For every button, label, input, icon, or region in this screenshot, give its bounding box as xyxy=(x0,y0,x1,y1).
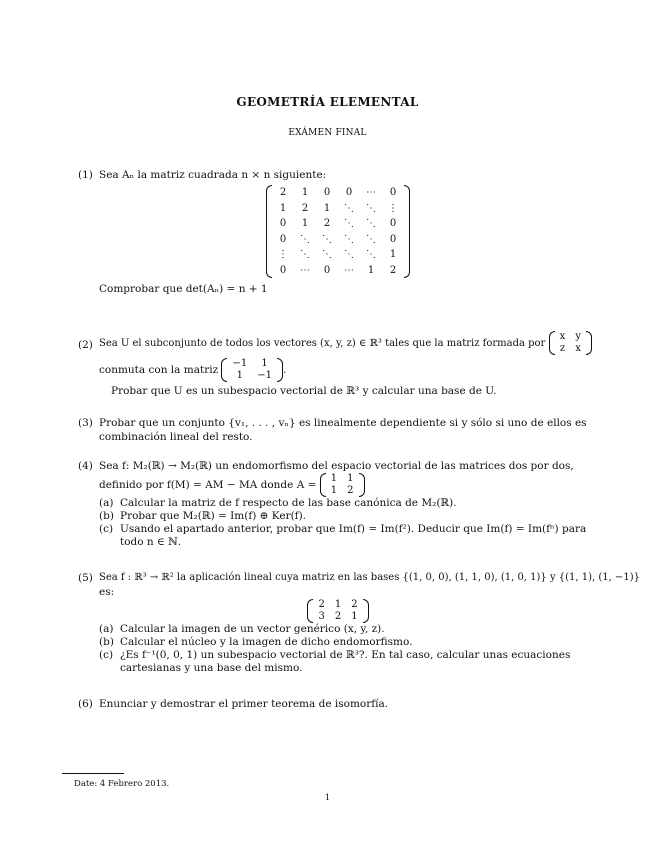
sub-question-text: Calcular la imagen de un vector genérico (x, y, z). xyxy=(120,623,385,635)
matrix-cell: 0 xyxy=(279,264,287,276)
matrix-cell: 0 xyxy=(279,218,287,229)
problem-number: (4) xyxy=(78,460,93,472)
matrix-cell: 1 xyxy=(330,473,338,484)
matrix-cell: 0 xyxy=(323,187,331,198)
matrix-cell: x xyxy=(559,331,566,342)
matrix-cell: 1 xyxy=(236,370,244,381)
matrix-cell: ⋱ xyxy=(344,218,354,229)
problem-2-line1: Sea U el subconjunto de todos los vectores (x, y, z) ∈ ℝ³ tales que la matriz formada por xyxy=(99,338,546,349)
sub-question-label: (c) xyxy=(99,649,114,661)
matrix-cell: 1 xyxy=(323,202,331,214)
matrix-cell: ⋱ xyxy=(322,233,332,245)
matrix-cell: x xyxy=(575,343,581,354)
problem-number: (2) xyxy=(78,339,93,351)
sub-question xyxy=(99,523,598,549)
matrix-a-n xyxy=(266,185,410,278)
problem-6 xyxy=(78,697,598,711)
matrix-cell: 2 xyxy=(301,202,309,214)
problem-1 xyxy=(78,168,598,296)
matrix-cell: 0 xyxy=(345,187,353,198)
matrix-cell: 0 xyxy=(389,187,397,198)
document-title: GEOMETRÍA ELEMENTAL xyxy=(236,95,419,109)
sub-question-label: (b) xyxy=(99,510,114,522)
sub-question-text: Calcular el núcleo y la imagen de dicho endomorfismo. xyxy=(120,636,413,648)
problem-1-intro: Sea Aₙ la matriz cuadrada n × n siguiente: xyxy=(99,169,327,181)
problem-4-line2: definido por f(M) = AM − MA donde A = xyxy=(99,479,317,491)
matrix-cell: 0 xyxy=(323,264,331,276)
matrix-cell: 2 xyxy=(351,599,358,610)
matrix-cell: −1 xyxy=(257,370,272,381)
problem-4 xyxy=(78,459,598,549)
matrix-cell: 3 xyxy=(318,611,325,622)
sub-question xyxy=(99,497,598,510)
problem-1-conclusion: Comprobar que det(Aₙ) = n + 1 xyxy=(99,283,268,295)
matrix-cell: ⋱ xyxy=(344,233,354,245)
sub-question-label: (c) xyxy=(99,523,114,535)
problem-2-line2: conmuta con la matriz xyxy=(99,364,219,376)
matrix-cell: 2 xyxy=(279,187,287,198)
matrix-cell: ⋱ xyxy=(366,202,376,214)
problem-6-text: Enunciar y demostrar el primer teorema de isomorfía. xyxy=(99,698,389,710)
matrix-cell: 1 xyxy=(389,249,397,260)
footnote-rule xyxy=(62,773,124,774)
matrix-commute xyxy=(221,358,283,382)
matrix-cell: ⋯ xyxy=(300,264,310,276)
matrix-cell: 1 xyxy=(301,218,309,229)
problem-number: (1) xyxy=(78,169,93,181)
problem-2: (2) Sea U el subconjunto de todos los vectores (x, y, z) ∈ ℝ³ tales que la matriz formada por x y z x conmuta con la matriz −1 1 1 −1 . Probar que U es un subespacio vectorial de ℝ³ y calcular una base de U. xyxy=(78,331,600,398)
matrix-cell: ⋱ xyxy=(344,249,354,260)
sub-question xyxy=(99,623,598,636)
sub-question-text: Usando el apartado anterior, probar que Im(f) = Im(f²). Deducir que Im(f) = Im(fⁿ) para todo n ∈ ℕ. xyxy=(120,523,587,548)
matrix-cell: 1 xyxy=(347,473,354,484)
matrix-cell: 0 xyxy=(389,233,397,245)
matrix-cell: 1 xyxy=(351,611,358,622)
document-subtitle: EXÁMEN FINAL xyxy=(288,128,367,138)
problem-number: (3) xyxy=(78,417,93,429)
matrix-cell: 2 xyxy=(334,611,342,622)
matrix-cell: ⋯ xyxy=(344,264,354,276)
matrix-cell: ⋱ xyxy=(366,249,376,260)
matrix-cell: z xyxy=(559,343,566,354)
footnote-date: Date: 4 Febrero 2013. xyxy=(74,779,170,789)
matrix-cell: ⋯ xyxy=(366,187,376,198)
matrix-cell: ⋮ xyxy=(388,202,398,214)
matrix-cell: ⋮ xyxy=(278,249,288,260)
problem-2-line3: Probar que U es un subespacio vectorial de ℝ³ y calcular una base de U. xyxy=(111,385,497,397)
sub-question-text: ¿Es f⁻¹(0, 0, 1) un subespacio vectorial de ℝ³?. En tal caso, calcular unas ecuaciones cartesianas y una base del mismo. xyxy=(120,649,571,674)
sub-question xyxy=(99,649,598,675)
problem-3 xyxy=(78,416,598,444)
matrix-cell: 0 xyxy=(279,233,287,245)
sub-question-label: (b) xyxy=(99,636,114,648)
matrix-cell: 2 xyxy=(323,218,331,229)
sub-question-text: Probar que M₂(ℝ) = Im(f) ⊕ Ker(f). xyxy=(120,510,307,522)
problem-number: (5) xyxy=(78,572,93,584)
matrix-cell: ⋱ xyxy=(366,233,376,245)
matrix-cell: 1 xyxy=(261,358,268,369)
sub-question-text: Calcular la matriz de f respecto de las base canónica de M₂(ℝ). xyxy=(120,497,457,509)
sub-question xyxy=(99,510,598,523)
matrix-cell: 2 xyxy=(318,599,325,610)
matrix-cell: ⋱ xyxy=(300,233,310,245)
problem-3-text: Probar que un conjunto {v₁, . . . , vₙ} es linealmente dependiente si y sólo si uno de ellos es combinación lineal del resto. xyxy=(99,417,587,443)
problem-5-line2: es: xyxy=(99,586,115,598)
sub-question-label: (a) xyxy=(99,623,114,635)
matrix-cell: ⋱ xyxy=(366,218,376,229)
problem-4-line1: Sea f: M₂(ℝ) → M₂(ℝ) un endomorfismo del espacio vectorial de las matrices dos por dos, xyxy=(99,460,574,472)
matrix-cell: 1 xyxy=(334,599,342,610)
matrix-f xyxy=(307,599,368,623)
matrix-cell: 2 xyxy=(347,485,354,496)
matrix-cell: −1 xyxy=(232,358,248,369)
page-number: 1 xyxy=(324,793,331,803)
problem-5-line1: Sea f : ℝ³ → ℝ² la aplicación lineal cuya matriz en las bases {(1, 0, 0), (1, 1, 0), (1, 0, 1)} y {(1, 1), (1, −1)} xyxy=(99,572,641,583)
matrix-cell: y xyxy=(575,331,581,342)
matrix-cell: 1 xyxy=(279,202,287,214)
matrix-cell: 1 xyxy=(330,485,338,496)
matrix-cell: 1 xyxy=(367,264,375,276)
problem-5 xyxy=(78,571,641,675)
matrix-cell: 2 xyxy=(389,264,397,276)
matrix-cell: ⋱ xyxy=(322,249,332,260)
matrix-cell: ⋱ xyxy=(344,202,354,214)
problem-number: (6) xyxy=(78,698,93,710)
sub-question-label: (a) xyxy=(99,497,114,509)
matrix-cell: 1 xyxy=(301,187,309,198)
sub-question xyxy=(99,636,598,649)
matrix-cell: 0 xyxy=(389,218,397,229)
matrix-xyz xyxy=(549,331,592,355)
matrix-a xyxy=(320,473,365,497)
matrix-cell: ⋱ xyxy=(300,249,310,260)
